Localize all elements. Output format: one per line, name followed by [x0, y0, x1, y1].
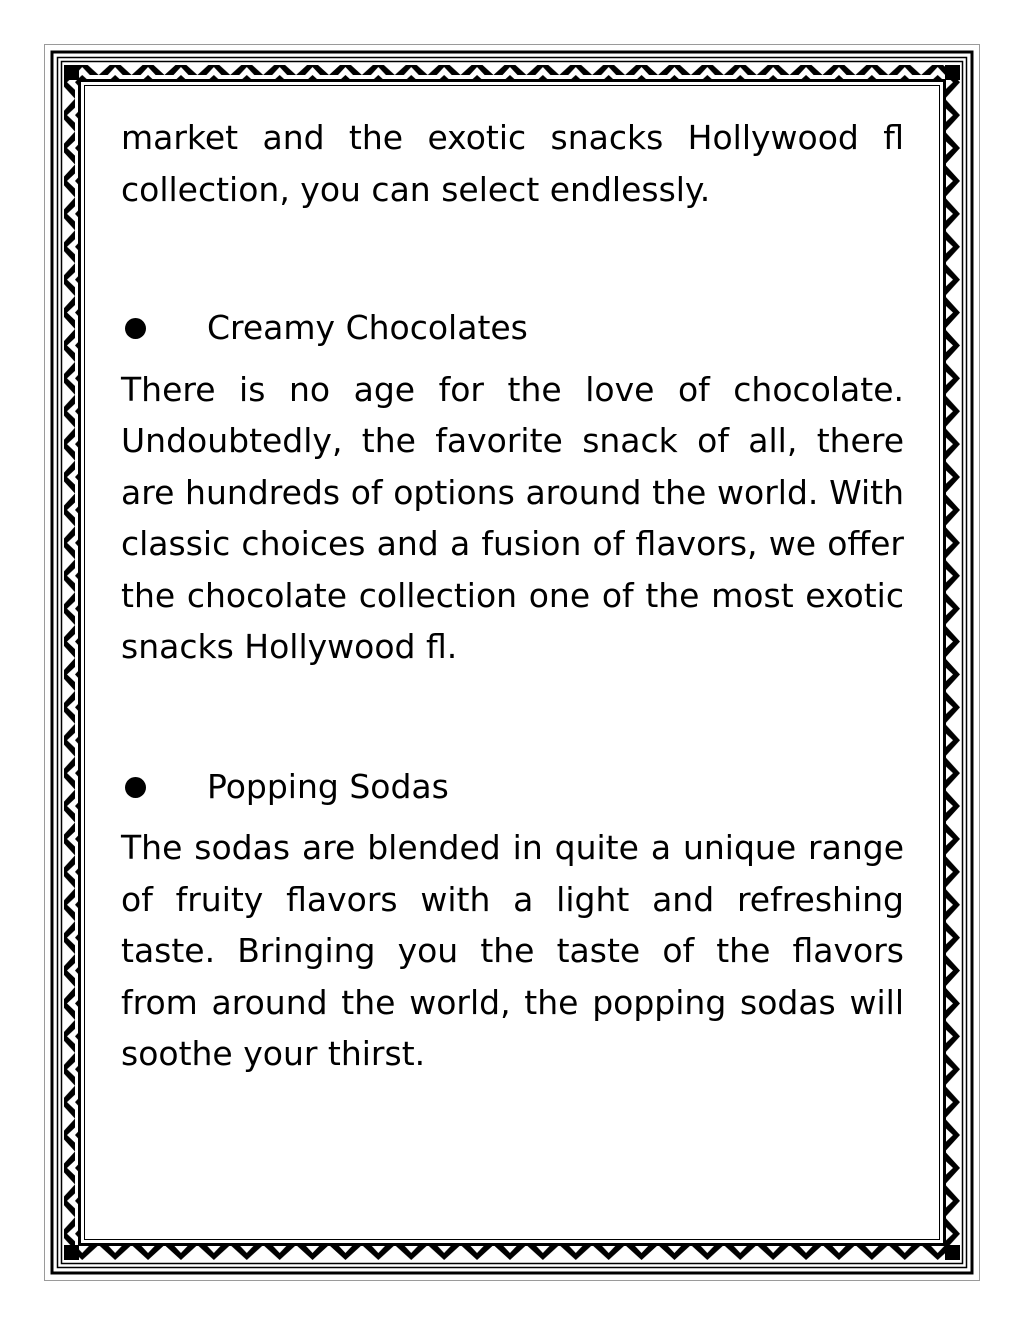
intro-paragraph: market and the exotic snacks Hollywood fl collection, you can select endlessly. — [121, 118, 904, 209]
section-heading-chocolates — [121, 302, 904, 354]
section-body-chocolates: There is no age for the love of chocolate. Undoubtedly, the favorite snack of all, there are hundreds of options around the world. With classic choices and a fusion of flavors, we offer the chocolate collection one of the most exotic snacks Hollywood fl. — [121, 369, 904, 666]
section-heading-text: Creamy Chocolates — [207, 308, 528, 347]
section-body-sodas: The sodas are blended in quite a unique range of fruity flavors with a light and refreshing taste. Bringing you the taste of the flavors from around the world, the popping sodas will soothe your thirst. — [121, 828, 904, 1073]
section-heading-text: Popping Sodas — [207, 766, 449, 806]
bullet-icon — [121, 302, 207, 354]
section-heading-sodas — [121, 761, 904, 813]
page-content — [121, 112, 904, 1080]
bullet-icon — [121, 761, 207, 813]
